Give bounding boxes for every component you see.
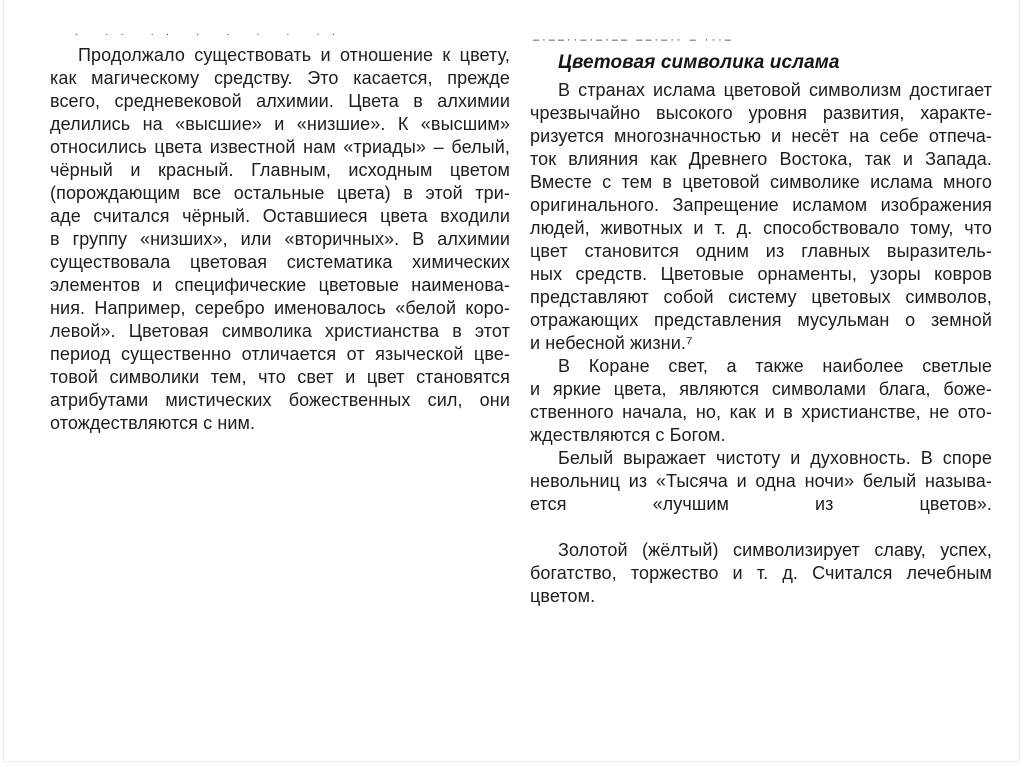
text-line: делились на «высшие» и «низшие». К «высшим» xyxy=(50,114,510,134)
text-line: левой». Цветовая символика христианства в этот xyxy=(50,321,510,341)
text-line: В Коране свет, а также наиболее светлые xyxy=(558,356,992,376)
clipped-text-line-left: · ·· ·· · · · · ·· xyxy=(75,30,348,39)
text-line: ется «лучшим из цветов». xyxy=(530,494,992,514)
text-line: Вместе с тем в цветовой символике ислама много xyxy=(530,172,992,192)
text-line: цветом. xyxy=(530,586,596,606)
paragraph xyxy=(530,539,992,608)
text-line: относились цвета известной нам «триады» – белый, xyxy=(50,137,510,157)
text-line: ственного начала, но, как и в христианстве, не ото- xyxy=(530,402,992,422)
text-line: период существенно отличается от языческой цве- xyxy=(50,344,510,364)
text-line: представляют собой систему цветовых символов, xyxy=(530,287,992,307)
text-line: в группу «низших», или «вторичных». В алхимии xyxy=(50,229,510,249)
clipped-text-line-right: –·––··–·–·–– ––·–·· – ···– xyxy=(533,36,734,45)
text-line: В странах ислама цветовой символизм достигает xyxy=(558,80,992,100)
text-line: ток влияния как Древнего Востока, так и Запада. xyxy=(530,149,992,169)
text-line: ных средств. Цветовые орнаменты, узоры ковров xyxy=(530,264,992,284)
text-line: товой символики тем, что свет и цвет становятся xyxy=(50,367,510,387)
text-line: чёрный и красный. Главным, исходным цветом xyxy=(50,160,510,180)
paragraph xyxy=(530,79,992,355)
text-line: ждествляются с Богом. xyxy=(530,425,726,445)
text-line: элементов и специфические цветовые наименова- xyxy=(50,275,510,295)
text-line: ризуется многозначностью и несёт на себе отпеча- xyxy=(530,126,992,146)
text-line: цвет становится одним из главных выразитель- xyxy=(530,241,992,261)
paragraph xyxy=(50,44,510,435)
text-line: аде считался чёрный. Оставшиеся цвета входили xyxy=(50,206,510,226)
text-line: и яркие цвета, являются символами блага, боже- xyxy=(530,379,992,399)
paragraph xyxy=(530,355,992,447)
text-line: существовала цветовая систематика химических xyxy=(50,252,510,272)
text-line: оригинального. Запрещение исламом изображения xyxy=(530,195,992,215)
text-line: богатство, торжество и т. д. Считался лечебным xyxy=(530,563,992,583)
right-column-paragraphs xyxy=(530,79,992,608)
text-line: Золотой (жёлтый) символизирует славу, успех, xyxy=(558,540,992,560)
text-line: Продолжало существовать и отношение к цвету, xyxy=(78,45,510,65)
right-text-column xyxy=(530,51,992,608)
text-line: атрибутами мистических божественных сил, они xyxy=(50,390,510,410)
text-line: чрезвычайно высокого уровня развития, характе- xyxy=(530,103,992,123)
text-line: людей, животных и т. д. способствовало тому, что xyxy=(530,218,992,238)
text-line: отражающих представления мусульман о земной xyxy=(530,310,992,330)
paragraph xyxy=(530,447,992,539)
text-line: ния. Например, серебро именовалось «белой коро- xyxy=(50,298,510,318)
section-heading: Цветовая символика ислама xyxy=(558,52,840,73)
text-line: и небесной жизни.⁷ xyxy=(530,333,693,353)
text-line: всего, средневековой алхимии. Цвета в алхимии xyxy=(50,91,510,111)
text-line xyxy=(530,516,992,539)
text-line: невольниц из «Тысяча и одна ночи» белый называ- xyxy=(530,471,992,491)
left-text-column xyxy=(50,44,510,435)
text-line: (порождающим все остальные цвета) в этой три- xyxy=(50,183,510,203)
text-line: Белый выражает чистоту и духовность. В споре xyxy=(558,448,992,468)
text-line: отождествляются с ним. xyxy=(50,413,256,433)
text-line: как магическому средству. Это касается, прежде xyxy=(50,68,510,88)
